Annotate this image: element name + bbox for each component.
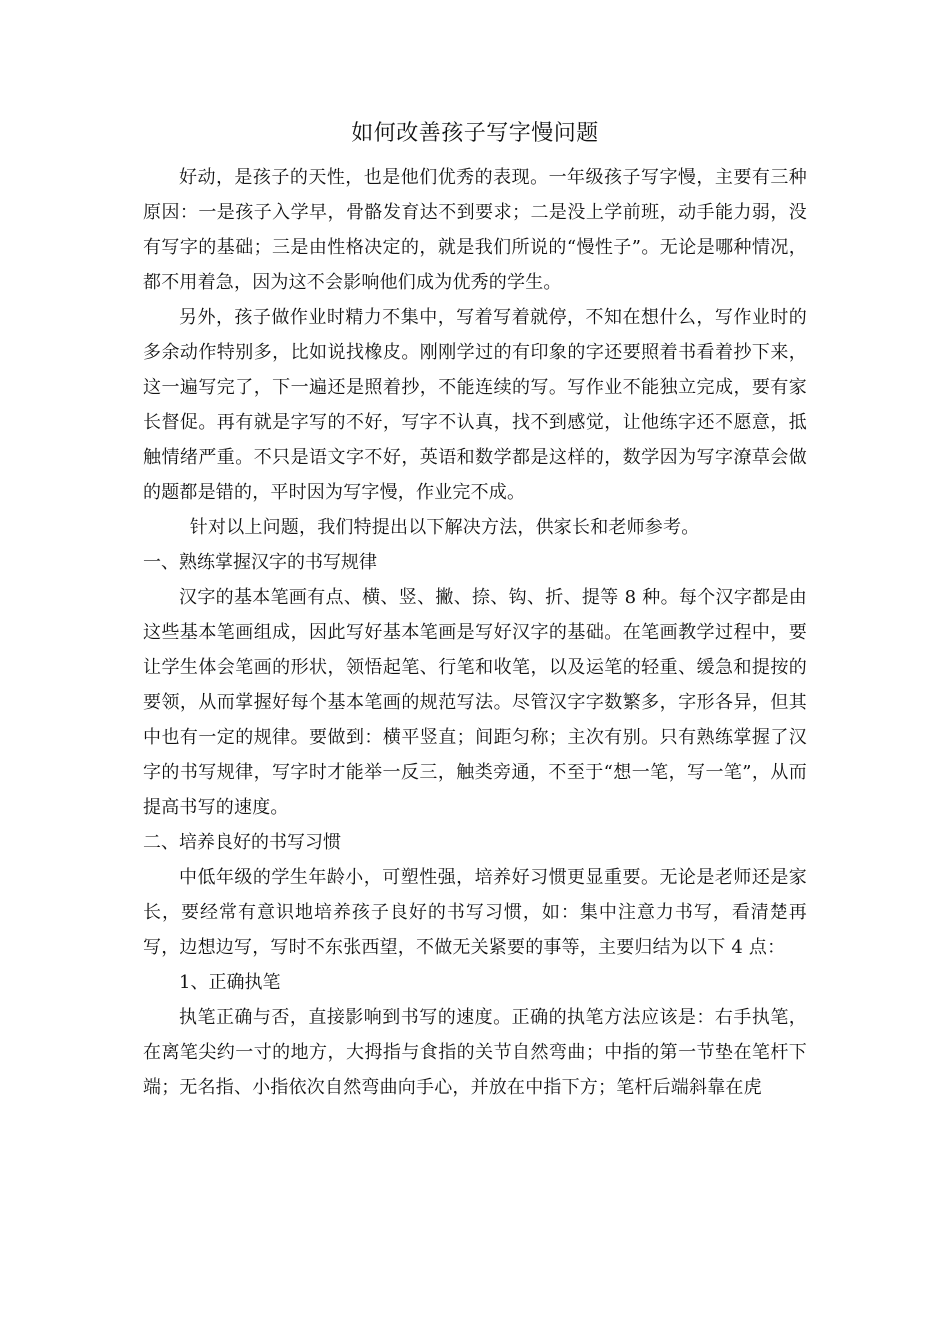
sub-heading-1: 1、正确执笔: [179, 972, 281, 993]
paragraph-6: 执笔正确与否，直接影响到书写的速度。正确的执笔方法应该是：右手执笔，在离笔尖约一寸的地方，大拇指与食指的关节自然弯曲；中指的第一节垫在笔杆下端；无名指、小指依次自然弯曲向手心，并放在中指下方；笔杆后端斜靠在虎: [143, 1007, 807, 1098]
paragraph-5: 中低年级的学生年龄小，可塑性强，培养好习惯更显重要。无论是老师还是家长，要经常有意识地培养孩子良好的书写习惯，如：集中注意力书写，看清楚再写，边想边写，写时不东张西望，不做无关紧要的事等，主要归结为以下 4 点：: [143, 867, 807, 958]
paragraph-2: 另外，孩子做作业时精力不集中，写着写着就停，不知在想什么，写作业时的多余动作特别多，比如说找橡皮。刚刚学过的有印象的字还要照着书看着抄下来，这一遍写完了，下一遍还是照着抄，不能连续的写。写作业不能独立完成，要有家长督促。再有就是字写的不好，写字不认真，找不到感觉，让他练字还不愿意，抵触情绪严重。不只是语文字不好，英语和数学都是这样的，数学因为写字潦草会做的题都是错的，平时因为写字慢，作业完不成。: [143, 307, 807, 503]
paragraph-3: 针对以上问题，我们特提出以下解决方法，供家长和老师参考。: [189, 517, 700, 538]
paragraph-4: 汉字的基本笔画有点、横、竖、撇、捺、钩、折、提等 8 种。每个汉字都是由这些基本笔画组成，因此写好基本笔画是写好汉字的基础。在笔画教学过程中，要让学生体会笔画的形状，领悟起笔、行笔和收笔，以及运笔的轻重、缓急和提按的要领，从而掌握好每个基本笔画的规范写法。尽管汉字字数繁多，字形各异，但其中也有一定的规律。要做到：横平竖直；间距匀称；主次有别。只有熟练掌握了汉字的书写规律，写字时才能举一反三，触类旁通，不至于“想一笔，写一笔”，从而提高书写的速度。: [143, 587, 807, 818]
document-page: [143, 112, 807, 1105]
section-heading-1: 一、熟练掌握汉字的书写规律: [143, 552, 377, 573]
paragraph-1: 好动，是孩子的天性，也是他们优秀的表现。一年级孩子写字慢，主要有三种原因：一是孩子入学早，骨骼发育达不到要求；二是没上学前班，动手能力弱，没有写字的基础；三是由性格决定的，就是我们所说的“慢性子”。无论是哪种情况，都不用着急，因为这不会影响他们成为优秀的学生。: [143, 167, 807, 293]
section-heading-2: 二、培养良好的书写习惯: [143, 832, 341, 853]
document-title: 如何改善孩子写字慢问题: [351, 121, 599, 146]
